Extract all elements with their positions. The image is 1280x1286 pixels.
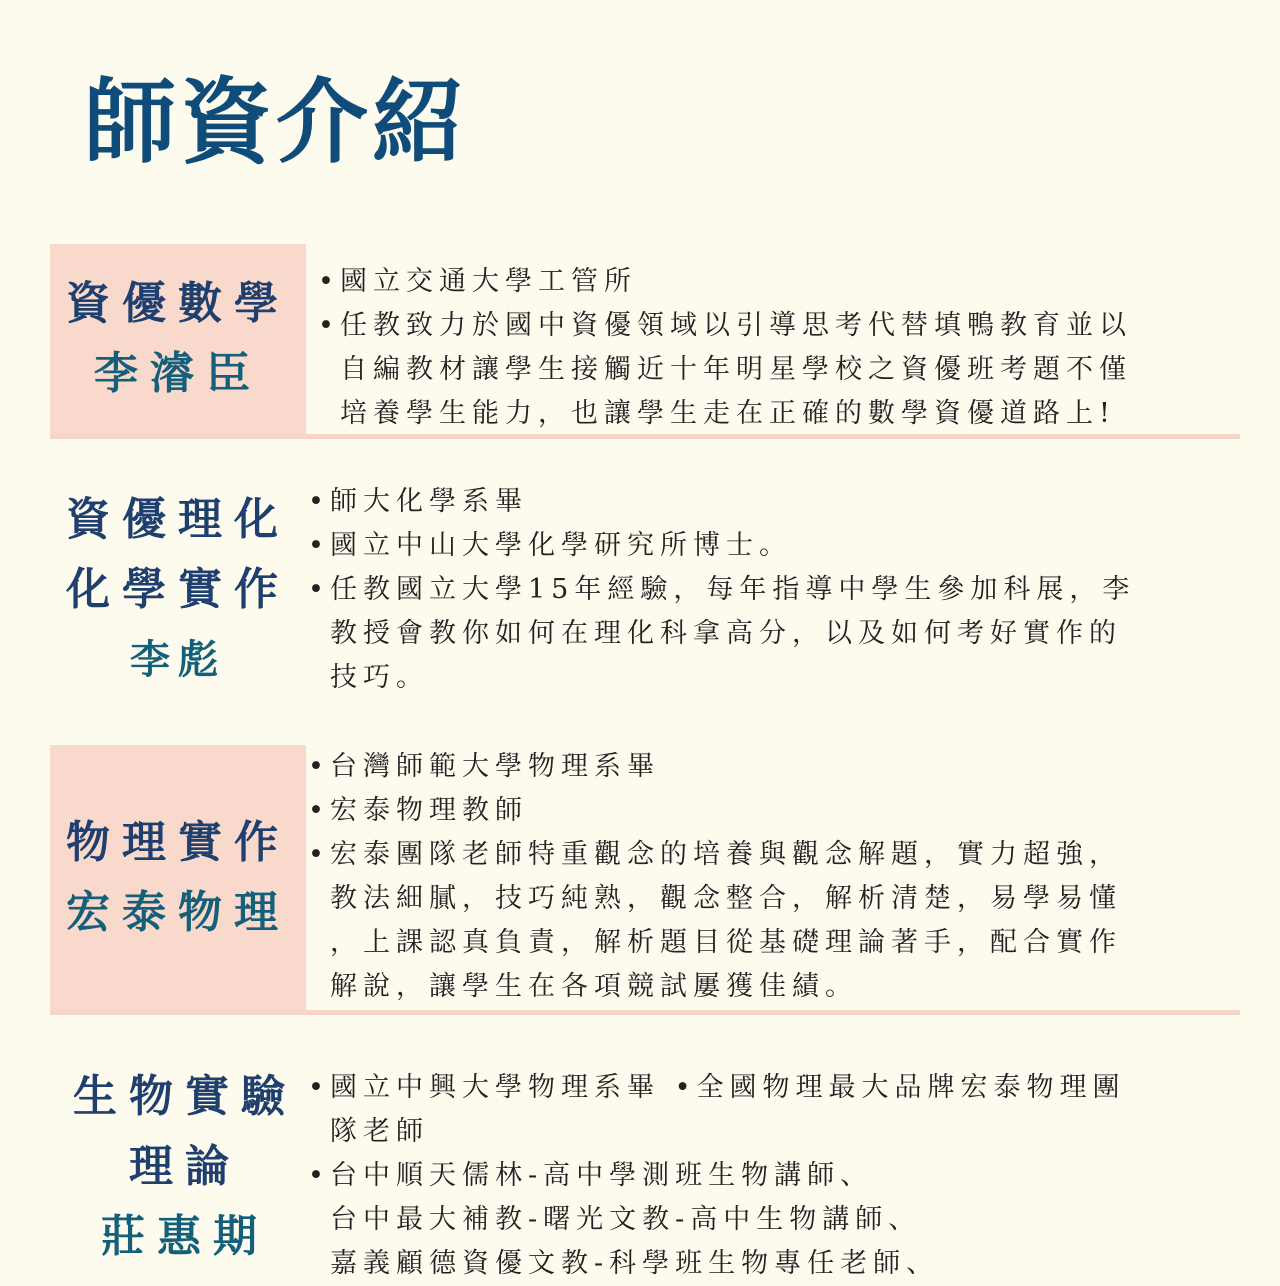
list-item: • 國立交通大學工管所 — [316, 260, 1226, 304]
teacher-name: 李彪 — [130, 636, 226, 683]
teacher-section-physchem — [50, 470, 1240, 710]
list-item: • 國立中山大學化學研究所博士。 — [306, 524, 1226, 568]
teacher-credentials-list — [306, 745, 1226, 1009]
subject-label: 物理實作 — [66, 816, 290, 868]
list-item: • 宏泰物理教師 — [306, 789, 1226, 833]
teacher-credentials-list — [306, 1066, 1226, 1286]
list-item: • 宏泰團隊老師特重觀念的培養與觀念解題，實力超強， 教法細膩，技巧純熟，觀念整合，解析清楚，易學易懂 ，上課認真負責，解析題目從基礎理論著手，配合實作 解說，讓學生在各項競試屢獲佳績。 — [306, 833, 1226, 1009]
section-label-panel — [50, 244, 306, 434]
teacher-name: 李濬臣 — [94, 348, 262, 399]
teacher-name: 宏泰物理 — [66, 886, 290, 938]
list-item: • 任教致力於國中資優領域以引導思考代替填鴨教育並以 自編教材讓學生接觸近十年明星學校之資優班考題不僅 培養學生能力，也讓學生走在正確的數學資優道路上! — [316, 304, 1226, 436]
teacher-credentials-list — [316, 260, 1226, 436]
list-item: • 師大化學系畢 — [306, 480, 1226, 524]
list-item: • 台中順天儒林-高中學測班生物講師、 台中最大補教-曙光文教-高中生物講師、 嘉義顧德資優文教-科學班生物專任老師、 — [306, 1154, 1226, 1286]
teacher-name: 莊惠期 — [101, 1211, 269, 1262]
teacher-section-physics — [50, 745, 1240, 1015]
teacher-section-math — [50, 244, 1240, 439]
subject-label: 資優理化 — [66, 494, 290, 545]
page-title: 師資介紹 — [84, 69, 469, 176]
list-item: • 任教國立大學15年經驗，每年指導中學生參加科展，李 教授會教你如何在理化科拿高分，以及如何考好實作的 技巧。 — [306, 568, 1226, 700]
subject-label: 生物實驗 — [73, 1071, 297, 1122]
section-label-panel — [50, 745, 306, 1010]
list-item: • 國立中興大學物理系畢 •全國物理最大品牌宏泰物理團 隊老師 — [306, 1066, 1226, 1154]
teacher-section-biology — [50, 1062, 1240, 1280]
section-label-panel — [50, 470, 306, 710]
list-item: • 台灣師範大學物理系畢 — [306, 745, 1226, 789]
section-label-panel — [50, 1062, 320, 1280]
teacher-credentials-list — [306, 480, 1226, 700]
subject-label: 化學實作 — [66, 564, 290, 615]
subject-label: 理論 — [129, 1141, 241, 1192]
subject-label: 資優數學 — [66, 278, 290, 329]
